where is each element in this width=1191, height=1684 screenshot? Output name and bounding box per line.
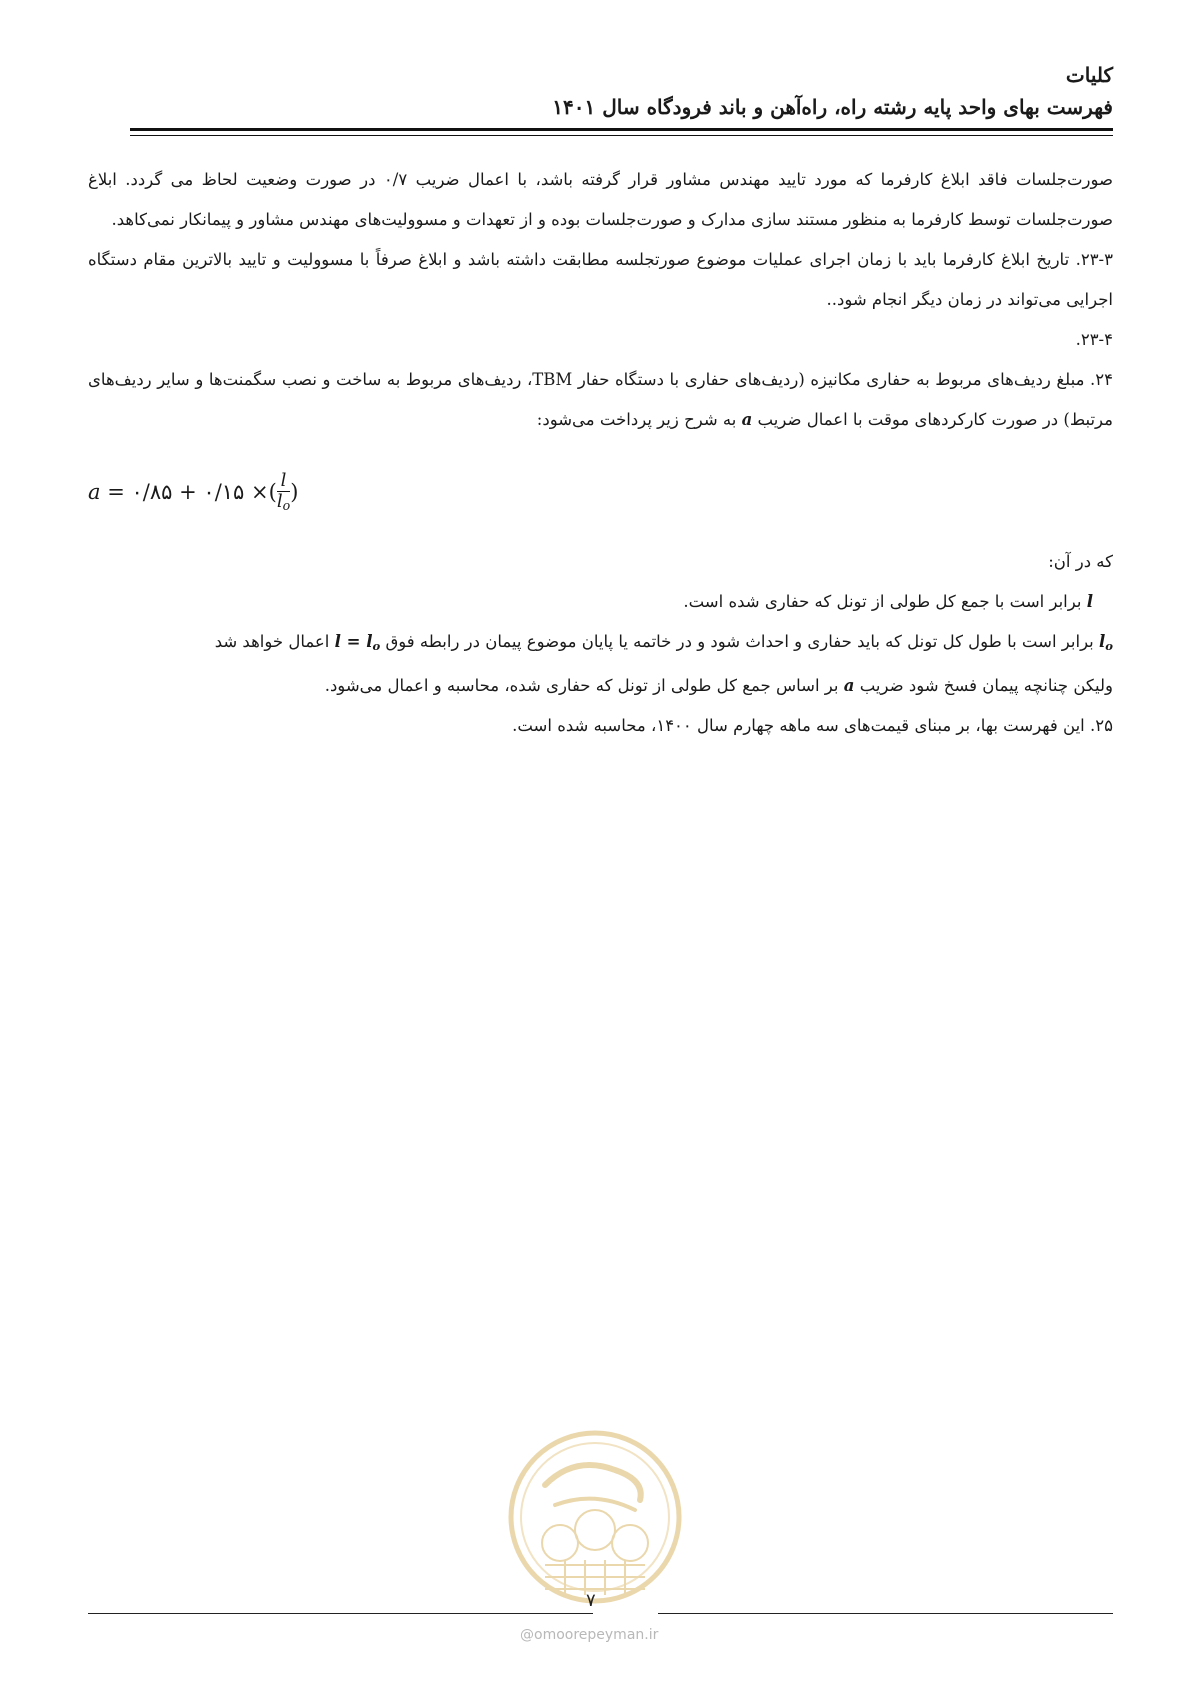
paragraph-24-text: ۲۴. مبلغ ردیف‌های مربوط به حفاری مکانیزه (ردیف‌های حفاری با دستگاه حفار TBM، ردیف‌های مربوط به ساخت و نصب سگمنت‌ها و سایر ردیف‌های مرتبط) در صورت کارکردهای موقت با اعمال ضریب xyxy=(88,370,1113,429)
definitions-intro: که در آن: xyxy=(1048,552,1113,571)
header-rule-thin xyxy=(130,135,1113,136)
eq-times: × xyxy=(251,480,269,504)
eq-fraction xyxy=(277,471,290,516)
paragraph-24 xyxy=(88,360,1113,440)
paragraph-23-4: ۲۳-۴. xyxy=(1075,330,1113,349)
relation-l-equals-lo: $l = l_o$ xyxy=(334,632,381,653)
eq-plus: + xyxy=(179,480,197,504)
paragraph-24-tail: به شرح زیر پرداخت می‌شود: xyxy=(536,410,737,429)
footer-rule-right xyxy=(658,1613,1113,1614)
document-title: فهرست بهای واحد پایه رشته راه، راه‌آهن و باند فرودگاه سال ۱۴۰۱ xyxy=(552,95,1113,119)
eq-denominator: $l_o$ xyxy=(276,491,291,513)
paragraph-23-3: ۲۳-۳. تاریخ ابلاغ کارفرما باید با زمان اجرای عملیات موضوع صورتجلسه مطابقت داشته باشد و ابلاغ صرفاً با مسوولیت و تایید بالاترین مقام دستگاه اجرایی می‌تواند در زمان دیگر انجام شود.. xyxy=(88,250,1113,309)
paragraph-minutes: صورت‌جلسات فاقد ابلاغ کارفرما که مورد تایید مهندس مشاور قرار گرفته باشد، با اعمال ضریب ۰/۷ در صورت وضعیت لحاظ می گردد. ابلاغ صورت‌جلسات توسط کارفرما به منظور مستند سازی مدارک و صورت‌جلسات بوده و از تعهدات و مسوولیت‌های مهندس مشاور و پیمانکار نمی‌کاهد. xyxy=(88,170,1113,229)
paragraph-25: ۲۵. این فهرست بها، بر مبنای قیمت‌های سه ماهه چهارم سال ۱۴۰۰، محاسبه شده است. xyxy=(512,716,1113,735)
header-rule-thick xyxy=(130,128,1113,131)
definition-termination: ولیکن چنانچه پیمان فسخ شود ضریب a بر اساس جمع کل طولی از تونل که حفاری شده، محاسبه و اعمال می‌شود. xyxy=(324,676,1113,695)
section-title: کلیات xyxy=(1065,63,1113,87)
page-header xyxy=(130,60,1113,124)
page-body xyxy=(88,160,1113,746)
page-number: ۷ xyxy=(586,1590,596,1611)
eq-constant-1: ۰/۸۵ xyxy=(131,480,173,504)
definition-lo: $l_o$ برابر است با طول کل تونل که باید حفاری و احداث شود و در خاتمه یا پایان موضوع پیمان در رابطه فوق $l = l_o$ اعمال خواهد شد xyxy=(214,632,1113,653)
coefficient-a: a xyxy=(741,410,753,429)
eq-equals: = xyxy=(107,480,125,504)
footer-url: @omoorepeyman.ir xyxy=(520,1627,659,1643)
definition-l: l برابر است با جمع کل طولی از تونل که حفاری شده است. xyxy=(683,592,1093,611)
eq-lhs: a xyxy=(88,480,101,504)
eq-constant-2: ۰/۱۵ xyxy=(203,480,245,504)
footer-rule-left xyxy=(88,1613,593,1614)
coefficient-equation: a = ۰/۸۵ + ۰/۱۵ ×( $\frac{l}{l_o}$ ) xyxy=(88,464,1113,520)
watermark-logo xyxy=(505,1425,685,1610)
eq-numerator: l xyxy=(277,471,290,492)
